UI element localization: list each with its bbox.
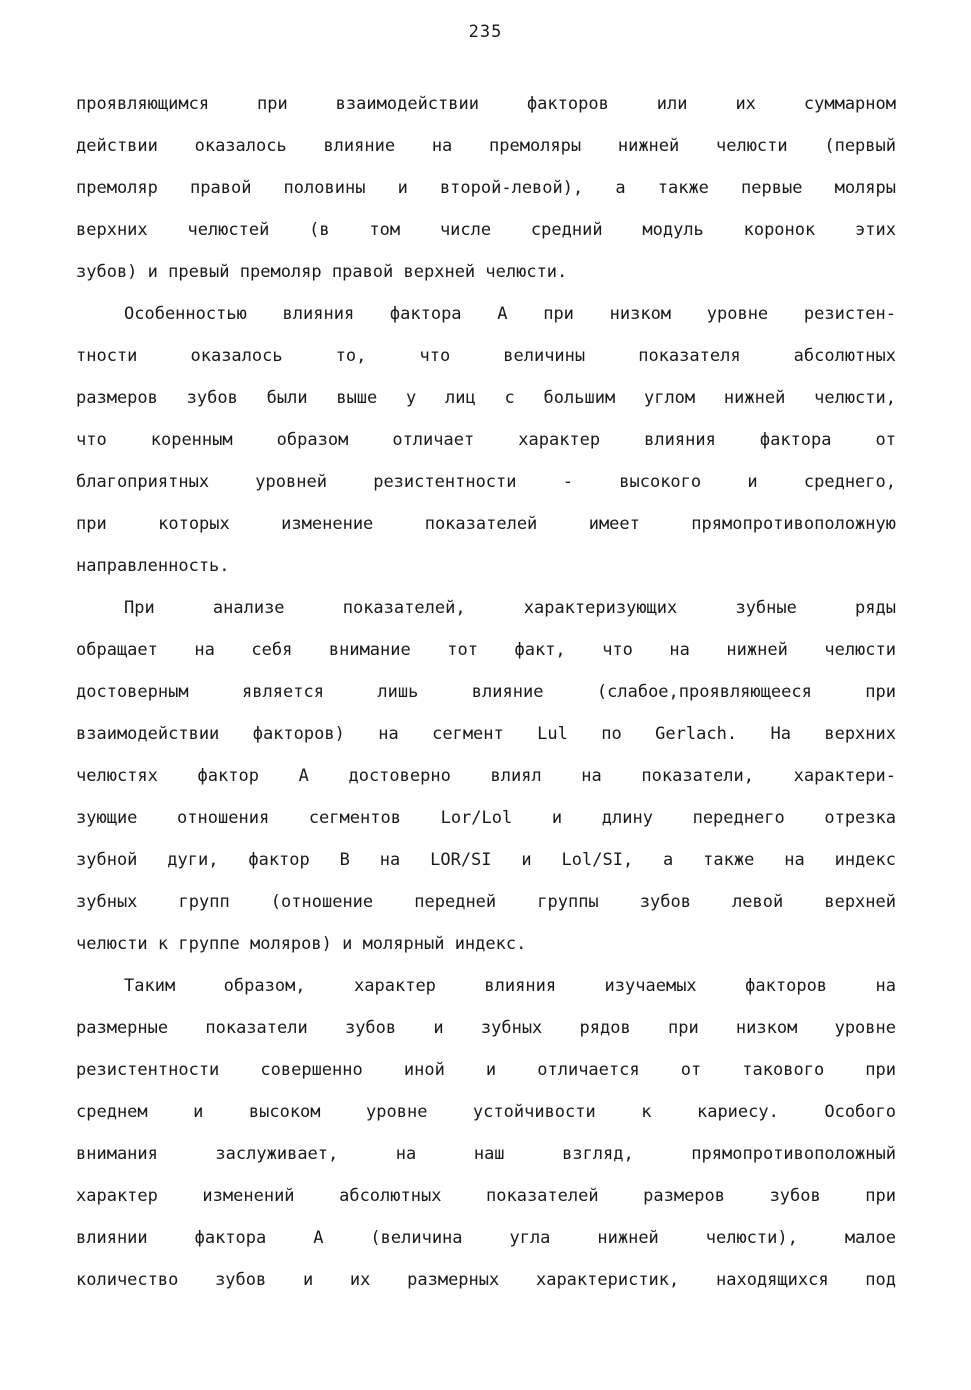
text-line: челюстях фактор А достоверно влиял на показатели, характери- — [76, 766, 896, 786]
text-line: При анализе показателей, характеризующих зубные ряды — [124, 598, 896, 618]
text-line: характер изменений абсолютных показателей размеров зубов при — [76, 1186, 896, 1206]
text-line: среднем и высоком уровне устойчивости к кариесу. Особого — [76, 1102, 896, 1122]
paragraph-2 — [76, 293, 896, 587]
text-line: обращает на себя внимание тот факт, что на нижней челюсти — [76, 640, 896, 660]
text-line: Таким образом, характер влияния изучаемых факторов на — [124, 976, 896, 996]
paragraph-1 — [76, 83, 896, 293]
text-line: действии оказалось влияние на премоляры нижней челюсти (первый — [76, 136, 896, 156]
text-line: зубов) и превый премоляр правой верхней челюсти. — [76, 262, 568, 282]
text-line: проявляющимся при взаимодействии факторов или их суммарном — [76, 94, 896, 114]
text-line: премоляр правой половины и второй-левой), а также первые моляры — [76, 178, 896, 198]
page-number: 235 — [468, 22, 503, 42]
text-line: резистентности совершенно иной и отличается от такового при — [76, 1060, 896, 1080]
text-line: направленность. — [76, 556, 230, 576]
text-line: размерные показатели зубов и зубных рядов при низком уровне — [76, 1018, 896, 1038]
text-line: количество зубов и их размерных характеристик, находящихся под — [76, 1270, 896, 1290]
text-line: влиянии фактора А (величина угла нижней челюсти), малое — [76, 1228, 896, 1248]
text-line: при которых изменение показателей имеет прямопротивоположную — [76, 514, 896, 534]
text-line: зующие отношения сегментов Lor/Lol и длину переднего отрезка — [76, 808, 896, 828]
text-line: зубных групп (отношение передней группы зубов левой верхней — [76, 892, 896, 912]
text-line: достоверным является лишь влияние (слабое,проявляющееся при — [76, 682, 896, 702]
text-line: размеров зубов были выше у лиц с большим углом нижней челюсти, — [76, 388, 896, 408]
paragraph-3 — [76, 587, 896, 965]
paragraph-4 — [76, 965, 896, 1301]
text-line: что коренным образом отличает характер влияния фактора от — [76, 430, 896, 450]
text-line: верхних челюстей (в том числе средний модуль коронок этих — [76, 220, 896, 240]
text-line: челюсти к группе моляров) и молярный индекс. — [76, 934, 527, 954]
text-line: взаимодействии факторов) на сегмент Lul по Gerlach. На верхних — [76, 724, 896, 744]
text-line: зубной дуги, фактор В на LOR/SI и Lol/SI, а также на индекс — [76, 850, 896, 870]
text-line: Особенностью влияния фактора А при низком уровне резистен- — [124, 304, 896, 324]
text-line: внимания заслуживает, на наш взгляд, прямопротивоположный — [76, 1144, 896, 1164]
text-line: тности оказалось то, что величины показателя абсолютных — [76, 346, 896, 366]
text-line: благоприятных уровней резистентности - высокого и среднего, — [76, 472, 896, 492]
body-text — [76, 83, 896, 1301]
